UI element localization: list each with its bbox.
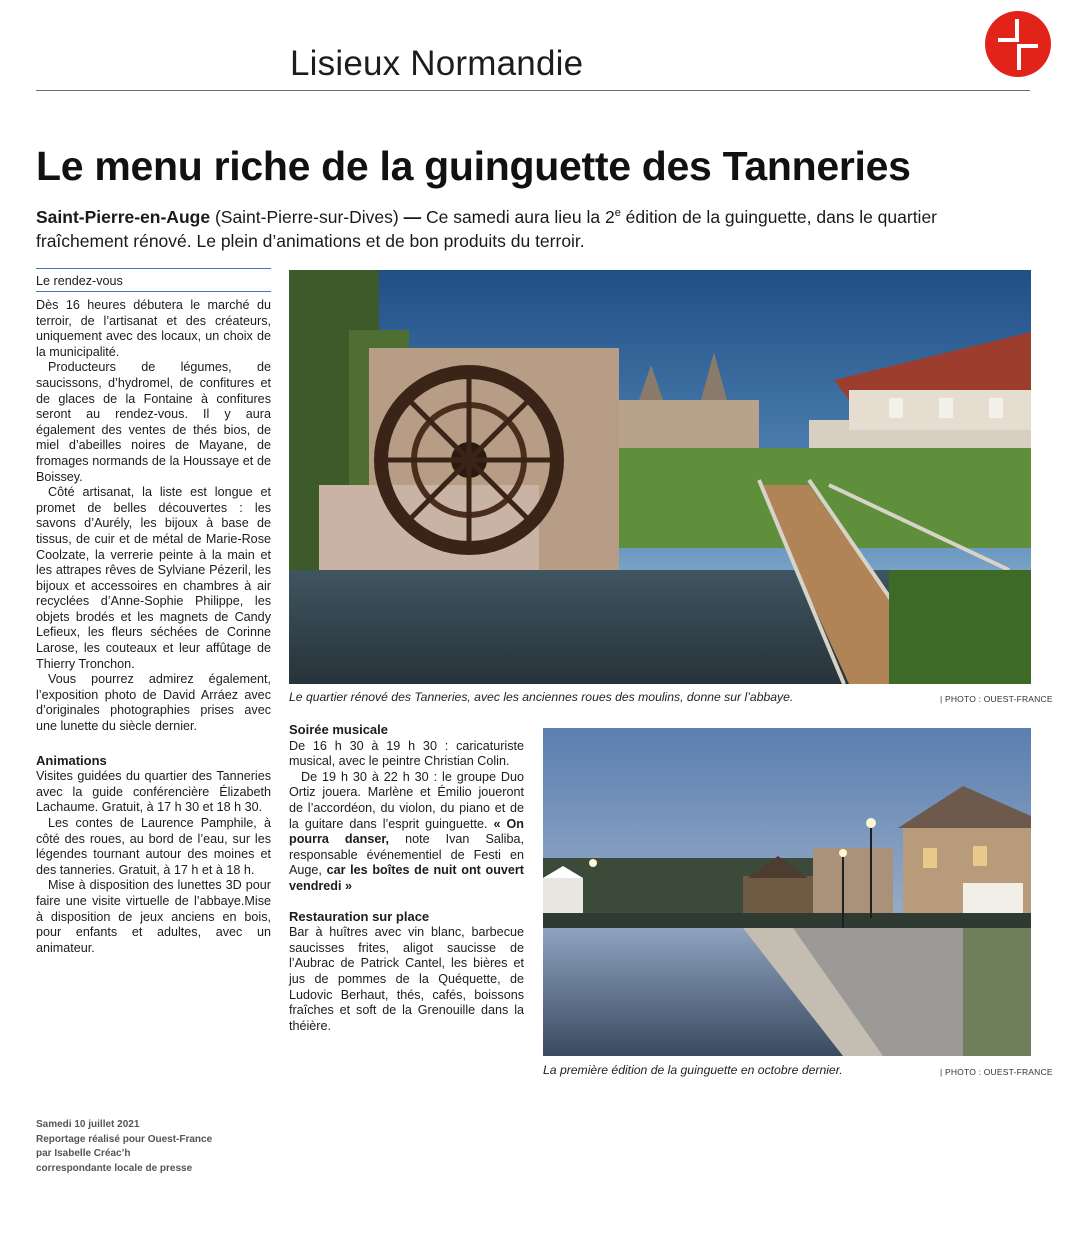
byline-author: par Isabelle Créac’h [36, 1148, 131, 1159]
byline-date: Samedi 10 juillet 2021 [36, 1119, 140, 1130]
animations-paragraph-2: Les contes de Laurence Pamphile, à côté des roues, au bord de l’eau, sur les légendes tournant autour des moines et des tanneries. Gratuit, à 17 h et à 18 h. [36, 816, 271, 877]
lead-place: Saint-Pierre-en-Auge [36, 206, 211, 227]
animations-paragraph-1: Visites guidées du quartier des Tanneries avec la guide conférencière Élizabeth Lachaume. Gratuit, à 17 h 30 et 18 h 30. [36, 769, 271, 815]
rubrique-label: Le rendez-vous [36, 268, 271, 292]
photo2-caption: La première édition de la guinguette en octobre dernier. [543, 1063, 843, 1077]
lead-text-after: édition de la guinguette, dans le quartier fraîchement rénové. Le plein d’animations et de bon produits du terroir. [36, 206, 938, 251]
photo1-caption: Le quartier rénové des Tanneries, avec les anciennes roues des moulins, donne sur l’abbaye. [289, 690, 794, 704]
lead-sup: e [614, 207, 621, 219]
col1-paragraph-2: Producteurs de légumes, de saucissons, d’hydromel, de confitures et de glaces de la Fontaine à confitures seront au rendez-vous. Il y aura également des ventes de thés bios, de miel d’abeilles noires de Mayane, de fromages normands de la Houssaye et de Boissey. [36, 360, 271, 484]
soiree-heading: Soirée musicale [289, 722, 388, 737]
col1-paragraph-1: Dès 16 heures débutera le marché du terroir, de l’artisanat et des créateurs, uniquement avec des locaux, un choix de la municipalité. [36, 298, 271, 359]
byline-report: Reportage réalisé pour Ouest-France [36, 1133, 213, 1145]
lead-place-detail: (Saint-Pierre-sur-Dives) [214, 206, 399, 227]
restauration-heading: Restauration sur place [289, 908, 430, 924]
animations-paragraph-3: Mise à disposition des lunettes 3D pour faire une visite virtuelle de l’abbaye.Mise à disposition de jeux anciens en bois, pour enfants et adultes, avec un animateur. [36, 878, 271, 955]
col1-paragraph-3: Côté artisanat, la liste est longue et promet de belles découvertes : les savons d’Aurély, les bijoux à base de tissus, de cuir et de métal de Marie-Rose Coolzate, la verrerie peinte à la main et les attrapes rêves de Sylviane Pézeril, les bijoux et accessoires en chambres à air recyclées d’Anne-Sophie Philippe, les objets brodés et les magnets de Candy Lefieux, les fleurs séchées de Corinne Larose, les couteaux et leur affûtage de Thierry Tronchon. [36, 485, 271, 671]
column-middle [289, 722, 524, 1034]
soiree-attribution: note Ivan Saliba, responsable événementiel de Festi en Auge, [289, 832, 524, 878]
byline-block [36, 1118, 212, 1176]
photo2-credit: | PHOTO : OUEST-FRANCE [940, 1067, 1053, 1077]
col1-paragraph-4: Vous pourrez admirez également, l’exposition photo de David Arráez avec d’originales photographies prises avec une lunette du siècle dernier. [36, 672, 271, 734]
soiree-quote-1: « On pourra danser, [289, 816, 525, 847]
soiree-paragraph-2 [289, 770, 524, 895]
publisher-logo-icon [984, 10, 1052, 78]
column-left [36, 298, 271, 956]
headline: Le menu riche de la guinguette des Tanneries [36, 143, 911, 189]
soiree-quote-2: car les boîtes de nuit ont ouvert vendredi » [289, 863, 524, 893]
lead-text-before: Ce samedi aura lieu la 2 [425, 206, 615, 227]
lead-paragraph [36, 201, 1026, 253]
photo-guinguette-evening [543, 728, 1031, 1056]
header-rule [36, 90, 1030, 91]
lead-dash: — [403, 206, 422, 227]
photo-tanneries-waterwheel [289, 270, 1031, 684]
photo1-credit: | PHOTO : OUEST-FRANCE [940, 694, 1053, 704]
restauration-paragraph: Bar à huîtres avec vin blanc, barbecue saucisses frites, aligot saucisse de l’Aubrac de Patrick Cantel, les bières et jus de pommes de la Quéquette, de Ludovic Berhaut, thés, cafés, boissons fraîches et soft de la Grenouille dans la théière. [289, 925, 524, 1033]
soiree-text: De 19 h 30 à 22 h 30 : le groupe Duo Ortiz jouera. Marlène et Émilio joueront de l’accordéon, du violon, du piano et de la guitare dans l’esprit guinguette. [289, 769, 524, 831]
section-title: Lisieux Normandie [290, 44, 584, 83]
soiree-paragraph-1: De 16 h 30 à 19 h 30 : caricaturiste musical, avec le peintre Christian Colin. [289, 738, 524, 769]
animations-heading: Animations [36, 752, 107, 768]
byline-role: correspondante locale de presse [36, 1162, 193, 1174]
